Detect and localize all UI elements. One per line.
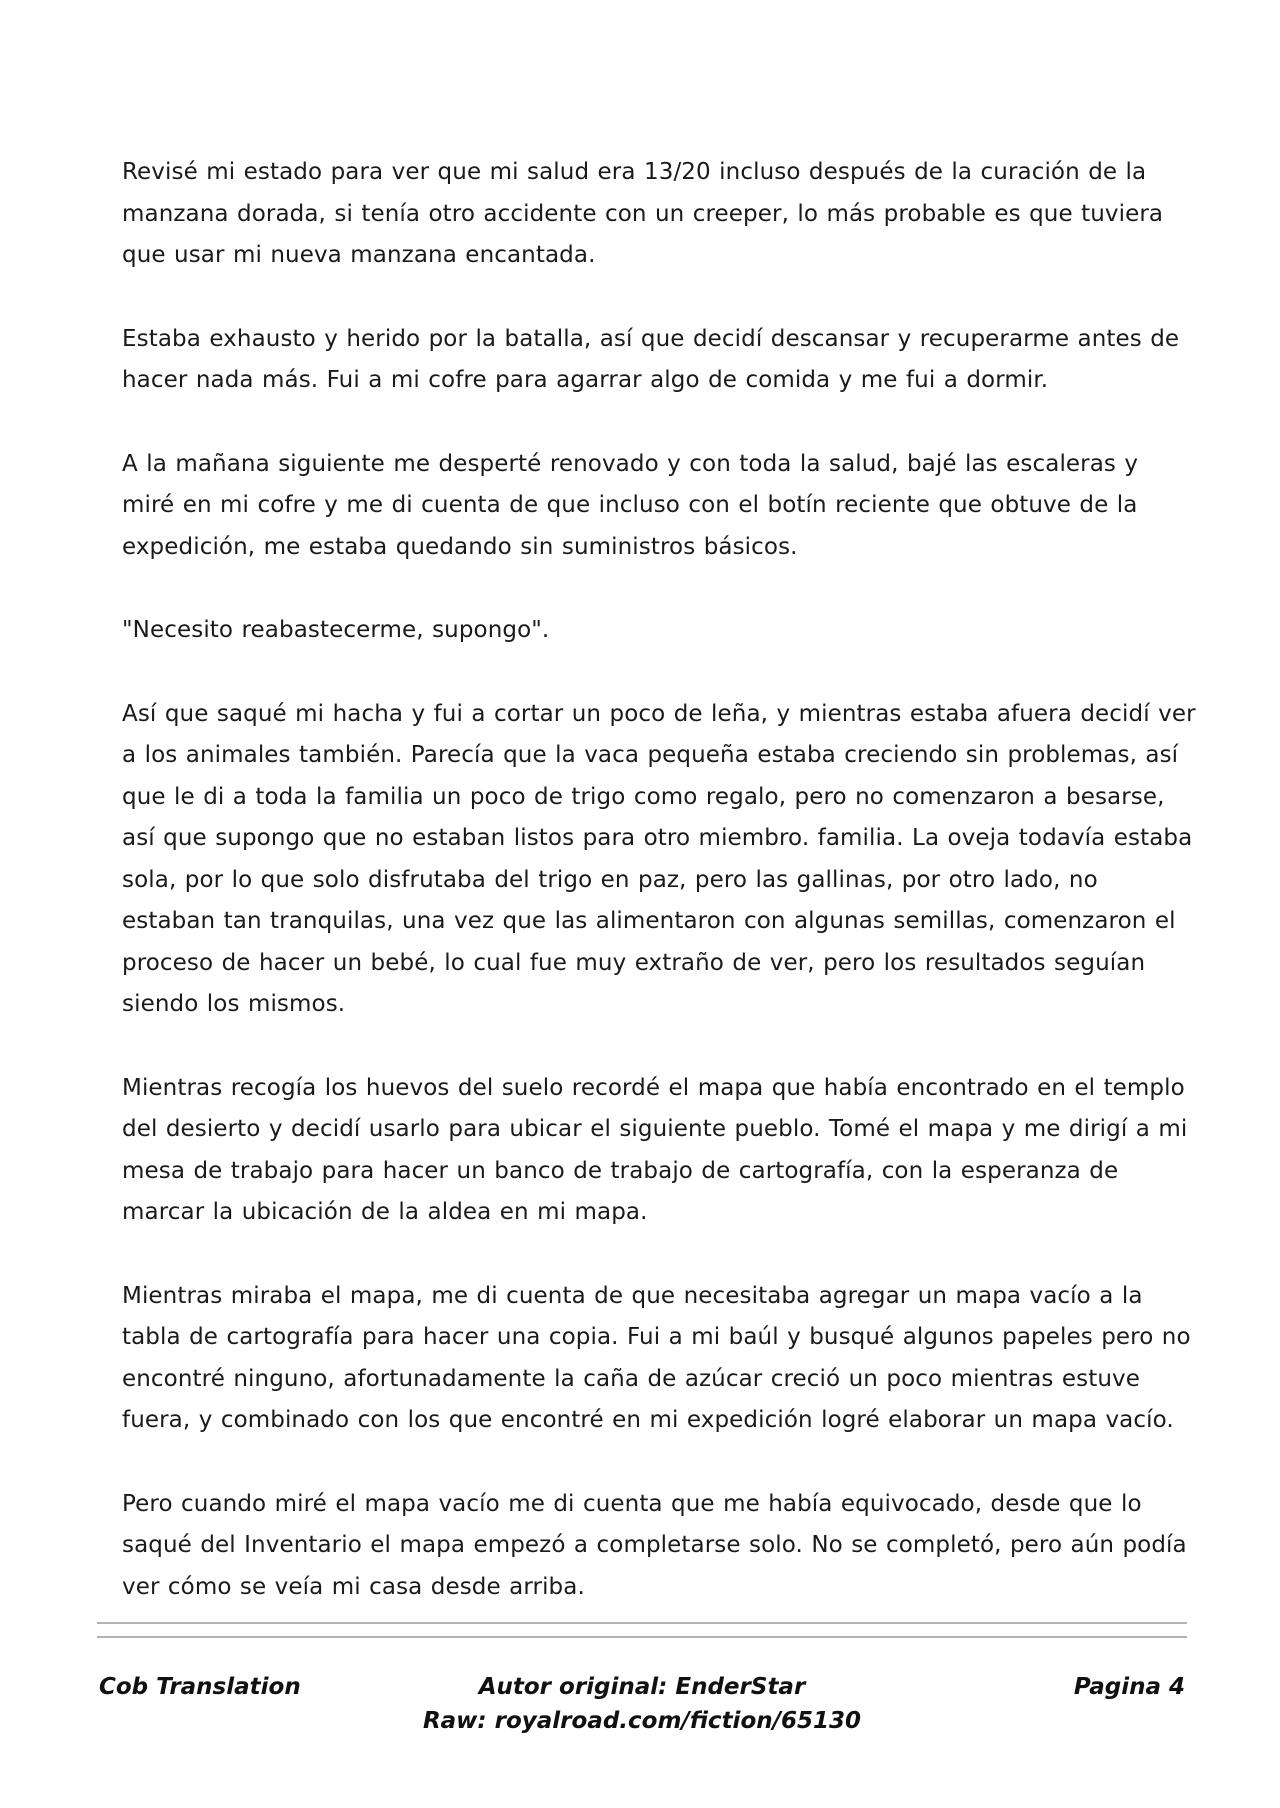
footer-translator: Cob Translation: [99, 1674, 301, 1700]
footer-divider-bottom: [97, 1636, 1187, 1638]
page-footer: [97, 1670, 1187, 1760]
page-number: Pagina 4: [1073, 1674, 1185, 1700]
paragraph: Mientras miraba el mapa, me di cuenta de que necesitaba agregar un mapa vacío a la tabla de cartografía para hacer una copia. Fui a mi baúl y busqué algunos papeles pero no encontré ninguno, afortunadamente la caña de azúcar creció un poco mientras estuve fuera, y combinado con los que encontré en mi expedición logré elaborar un mapa vacío.: [122, 1282, 1191, 1433]
footer-raw-source: Raw: royalroad.com/fiction/65130: [422, 1708, 862, 1734]
footer-credits: [97, 1670, 1187, 1738]
paragraph: Pero cuando miré el mapa vacío me di cuenta que me había equivocado, desde que lo saqué del Inventario el mapa empezó a completarse solo. No se completó, pero aún podía ver cómo se veía mi casa desde arriba.: [122, 1490, 1187, 1600]
footer-divider-top: [97, 1622, 1187, 1624]
paragraph: Mientras recogía los huevos del suelo recordé el mapa que había encontrado en el templo del desierto y decidí usarlo para ubicar el siguiente pueblo. Tomé el mapa y me dirigí a mi mesa de trabajo para hacer un banco de trabajo de cartografía, con la esperanza de marcar la ubicación de la aldea en mi mapa.: [122, 1074, 1188, 1225]
paragraph: A la mañana siguiente me desperté renovado y con toda la salud, bajé las escaleras y miré en mi cofre y me di cuenta de que incluso con el botín reciente que obtuve de la expedición, me estaba quedando sin suministros básicos.: [122, 450, 1139, 560]
paragraph: Estaba exhausto y herido por la batalla, así que decidí descansar y recuperarme antes de hacer nada más. Fui a mi cofre para agarrar algo de comida y me fui a dormir.: [122, 325, 1180, 393]
paragraph: Revisé mi estado para ver que mi salud era 13/20 incluso después de la curación de la manzana dorada, si tenía otro accidente con un creeper, lo más probable es que tuviera que usar mi nueva manzana encantada.: [122, 159, 1164, 268]
footer-original-author: Autor original: EnderStar: [478, 1674, 806, 1700]
paragraph: "Necesito reabastecerme, supongo".: [122, 617, 550, 643]
paragraph: Así que saqué mi hacha y fui a cortar un poco de leña, y mientras estaba afuera decidí ver a los animales también. Parecía que la vaca pequeña estaba creciendo sin problemas, así que le di a toda la familia un poco de trigo como regalo, pero no comenzaron a besarse, así que supongo que no estaban listos para otro miembro. familia. La oveja todavía estaba sola, por lo que solo disfrutaba del trigo en paz, pero las gallinas, por otro lado, no estaban tan tranquilas, una vez que las alimentaron con algunas semillas, comenzaron el proceso de hacer un bebé, lo cual fue muy extraño de ver, pero los resultados seguían siendo los mismos.: [122, 700, 1196, 1017]
page-body: [122, 152, 1198, 1650]
